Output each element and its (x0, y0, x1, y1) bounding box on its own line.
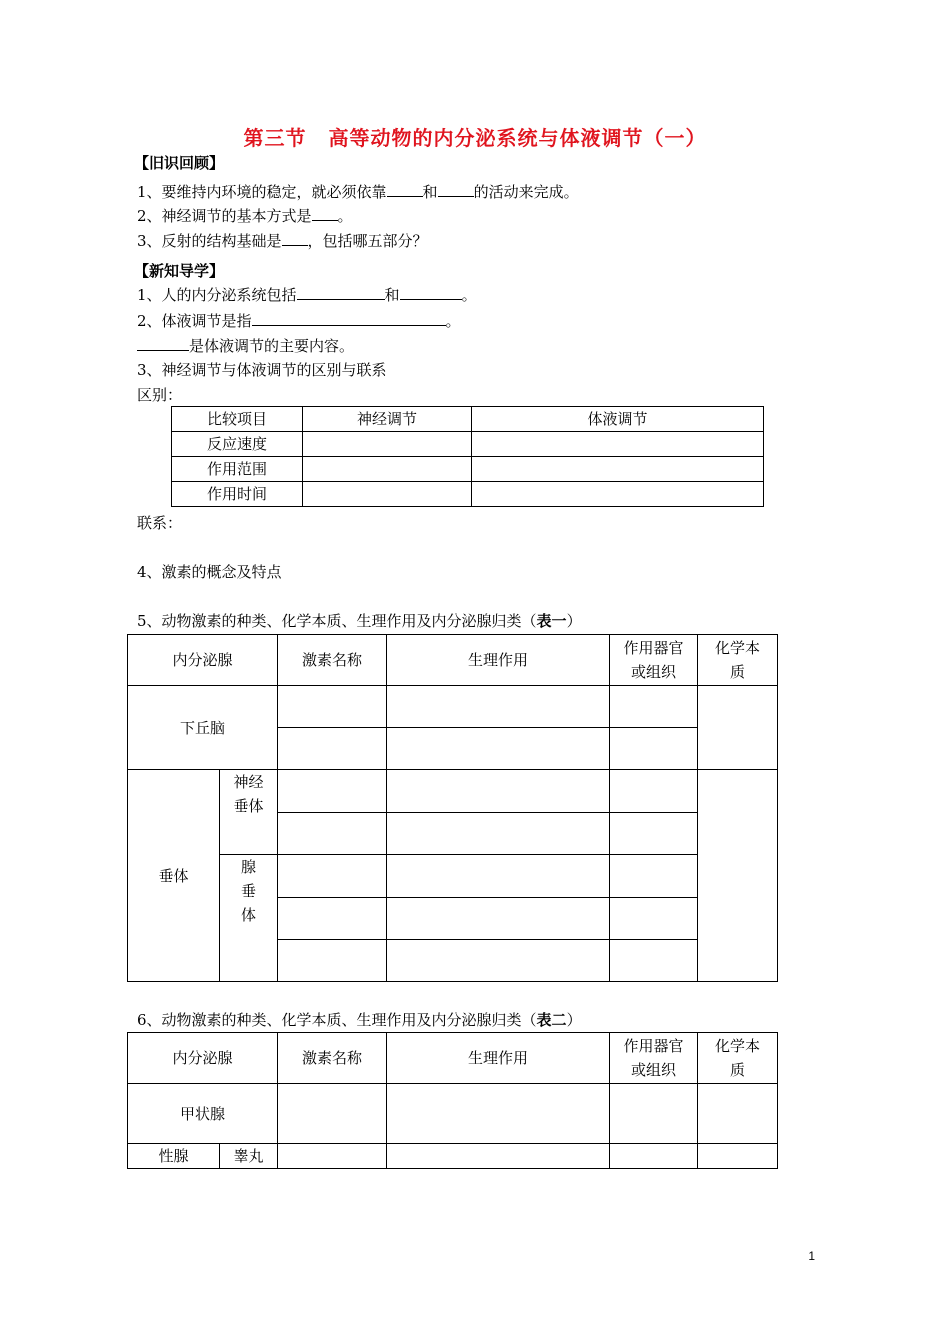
table-cell[interactable] (610, 813, 698, 855)
gland-hypothalamus: 下丘脑 (128, 686, 278, 770)
table-cell[interactable] (303, 432, 472, 457)
table-cell[interactable] (698, 1144, 778, 1169)
header-organ: 作用器官 或组织 (610, 1033, 698, 1084)
title-text: 高等动物的内分泌系统与体液调节（一） (328, 126, 707, 150)
table-cell[interactable] (610, 1084, 698, 1144)
new-q5: 5、动物激素的种类、化学本质、生理作用及内分泌腺归类（表一） (137, 612, 582, 630)
gland-testis: 睾丸 (220, 1144, 278, 1169)
table-cell[interactable] (278, 898, 387, 940)
table-cell[interactable] (387, 855, 610, 898)
new-heading: 【新知导学】 (134, 262, 225, 280)
hormone-table-1 (127, 634, 778, 982)
table-cell[interactable] (278, 940, 387, 982)
new-q4: 4、激素的概念及特点 (137, 563, 282, 581)
gland-thyroid: 甲状腺 (128, 1084, 278, 1144)
table-cell[interactable] (610, 898, 698, 940)
compare-row-label: 作用范围 (172, 457, 303, 482)
header-chem: 化学本 质 (698, 635, 778, 686)
table-cell[interactable] (387, 686, 610, 728)
answer-blank[interactable] (137, 336, 189, 351)
table-cell[interactable] (278, 1084, 387, 1144)
answer-blank[interactable] (252, 311, 446, 326)
table-cell[interactable] (610, 1144, 698, 1169)
compare-header: 体液调节 (472, 407, 764, 432)
table-cell[interactable] (610, 686, 698, 728)
header-hormone: 激素名称 (278, 635, 387, 686)
table-cell[interactable] (278, 770, 387, 813)
table-cell[interactable] (698, 770, 778, 982)
compare-row-label: 反应速度 (172, 432, 303, 457)
table-cell[interactable] (472, 457, 764, 482)
new-q6: 6、动物激素的种类、化学本质、生理作用及内分泌腺归类（表二） (137, 1011, 582, 1029)
compare-table (171, 406, 764, 507)
new-q3: 3、神经调节与体液调节的区别与联系 (137, 361, 387, 379)
new-q2: 2、体液调节是指 。 (137, 312, 461, 330)
answer-blank[interactable] (438, 182, 474, 197)
table-cell[interactable] (387, 1144, 610, 1169)
page-number: 1 (808, 1249, 815, 1263)
header-chem: 化学本 质 (698, 1033, 778, 1084)
review-heading: 【旧识回顾】 (134, 154, 225, 172)
answer-blank[interactable] (282, 231, 308, 246)
table-cell[interactable] (698, 686, 778, 770)
review-q3: 3、反射的结构基础是 ，包括哪五部分？ (137, 232, 428, 250)
table-cell[interactable] (610, 940, 698, 982)
header-gland: 内分泌腺 (128, 635, 278, 686)
table-cell[interactable] (610, 770, 698, 813)
new-q2b: 是体液调节的主要内容。 (137, 335, 354, 356)
compare-header: 比较项目 (172, 407, 303, 432)
table-cell[interactable] (387, 898, 610, 940)
hormone-table-2 (127, 1032, 778, 1169)
gland-adenohypophysis: 腺 垂 体 (220, 855, 278, 982)
table-cell[interactable] (387, 940, 610, 982)
review-q2: 2、神经调节的基本方式是 。 (137, 207, 353, 225)
table-cell[interactable] (278, 686, 387, 728)
gland-neurohypophysis: 神经 垂体 (220, 770, 278, 855)
compare-header: 神经调节 (303, 407, 472, 432)
answer-blank[interactable] (400, 285, 462, 300)
compare-row-label: 作用时间 (172, 482, 303, 507)
diff-label: 区别： (137, 386, 183, 404)
header-function: 生理作用 (387, 1033, 610, 1084)
table-cell[interactable] (387, 1084, 610, 1144)
table-cell[interactable] (472, 432, 764, 457)
table-cell[interactable] (610, 728, 698, 770)
answer-blank[interactable] (297, 285, 385, 300)
table-cell[interactable] (387, 813, 610, 855)
header-gland: 内分泌腺 (128, 1033, 278, 1084)
review-q1: 1、要维持内环境的稳定，就必须依靠 和 的活动来完成。 (137, 183, 579, 201)
header-function: 生理作用 (387, 635, 610, 686)
table-cell[interactable] (278, 1144, 387, 1169)
answer-blank[interactable] (312, 206, 338, 221)
table-cell[interactable] (278, 728, 387, 770)
gland-pituitary: 垂体 (128, 770, 220, 982)
answer-blank[interactable] (387, 182, 423, 197)
table-cell[interactable] (472, 482, 764, 507)
header-organ: 作用器官 或组织 (610, 635, 698, 686)
table-cell[interactable] (610, 855, 698, 898)
title-section-number: 第三节 (243, 126, 307, 150)
gland-gonad: 性腺 (128, 1144, 220, 1169)
header-hormone: 激素名称 (278, 1033, 387, 1084)
table-cell[interactable] (278, 813, 387, 855)
table-cell[interactable] (303, 457, 472, 482)
link-label: 联系： (137, 514, 183, 532)
page-title (0, 122, 950, 151)
table-cell[interactable] (698, 1084, 778, 1144)
table-cell[interactable] (387, 770, 610, 813)
table-cell[interactable] (387, 728, 610, 770)
table-cell[interactable] (303, 482, 472, 507)
new-q1: 1、人的内分泌系统包括 和 。 (137, 286, 477, 304)
table-cell[interactable] (278, 855, 387, 898)
